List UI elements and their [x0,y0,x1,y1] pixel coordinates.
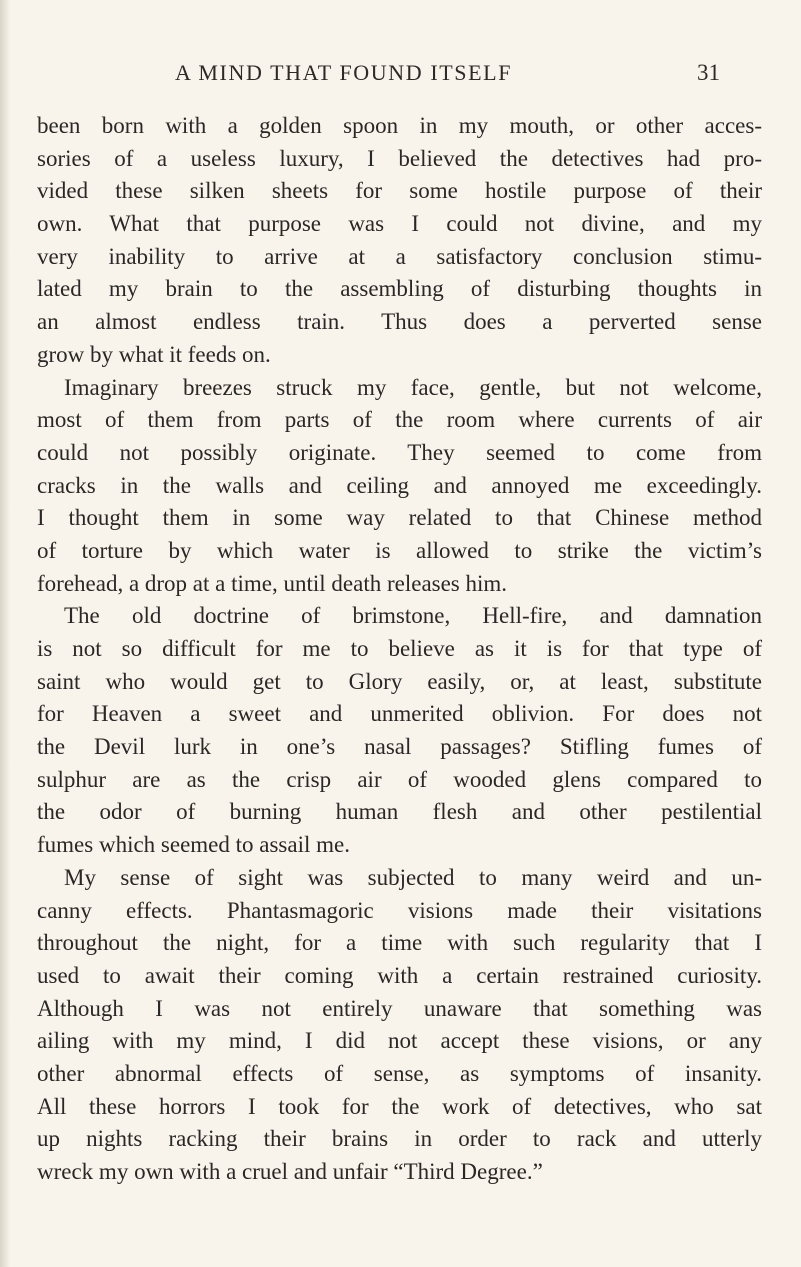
text-line: vided these silken sheets for some hostile purpose of their [37,178,762,204]
text-line: an almost endless train. Thus does a perverted sense [37,309,762,335]
page-number: 31 [697,60,720,85]
page-header [0,60,801,100]
text-line: cracks in the walls and ceiling and annoyed me exceedingly. [37,472,762,498]
text-line: grow by what it feeds on. [37,341,271,367]
text-line: for Heaven a sweet and unmerited oblivion. For does not [37,701,762,727]
text-line: My sense of sight was subjected to many weird and un- [64,864,762,890]
text-line: All these horrors I took for the work of detectives, who sat [37,1093,762,1119]
text-line: of torture by which water is allowed to strike the victim’s [37,537,762,563]
text-line: lated my brain to the assembling of disturbing thoughts in [37,276,762,302]
text-line: canny effects. Phantasmagoric visions made their visitations [37,897,762,923]
text-line: been born with a golden spoon in my mouth, or other acces- [37,113,762,138]
text-line: wreck my own with a cruel and unfair “Third Degree.” [37,1159,543,1184]
text-line: is not so difficult for me to believe as it is for that type of [37,636,762,661]
text-line: sulphur are as the crisp air of wooded glens compared to [37,766,762,792]
page-gutter [0,0,10,1267]
text-line: Although I was not entirely unaware that something was [37,995,762,1021]
body-text [37,110,762,1189]
text-line: other abnormal effects of sense, as symptoms of insanity. [37,1060,762,1086]
text-line: used to await their coming with a certain restrained curiosity. [37,962,762,988]
running-title: A MIND THAT FOUND ITSELF [175,60,513,85]
text-line: saint who would get to Glory easily, or, at least, substitute [37,668,762,694]
text-line: I thought them in some way related to that Chinese method [37,505,762,531]
text-line: The old doctrine of brimstone, Hell-fire, and damnation [64,603,762,629]
text-line: ailing with my mind, I did not accept these visions, or any [37,1028,762,1054]
text-line: very inability to arrive at a satisfactory conclusion stimu- [37,243,762,269]
text-line: throughout the night, for a time with such regularity that I [37,930,762,956]
text-line: sories of a useless luxury, I believed the detectives had pro- [37,145,762,171]
text-line: up nights racking their brains in order to rack and utterly [37,1126,762,1152]
text-line: fumes which seemed to assail me. [37,832,350,858]
text-line: could not possibly originate. They seemed to come from [37,439,762,465]
text-line: forehead, a drop at a time, until death releases him. [37,570,508,596]
text-line: the odor of burning human flesh and other pestilential [37,799,762,825]
text-line: Imaginary breezes struck my face, gentle, but not welcome, [64,374,762,400]
text-line: own. What that purpose was I could not divine, and my [37,211,762,237]
text-line: most of them from parts of the room where currents of air [37,407,762,433]
text-line: the Devil lurk in one’s nasal passages? Stifling fumes of [37,734,762,760]
